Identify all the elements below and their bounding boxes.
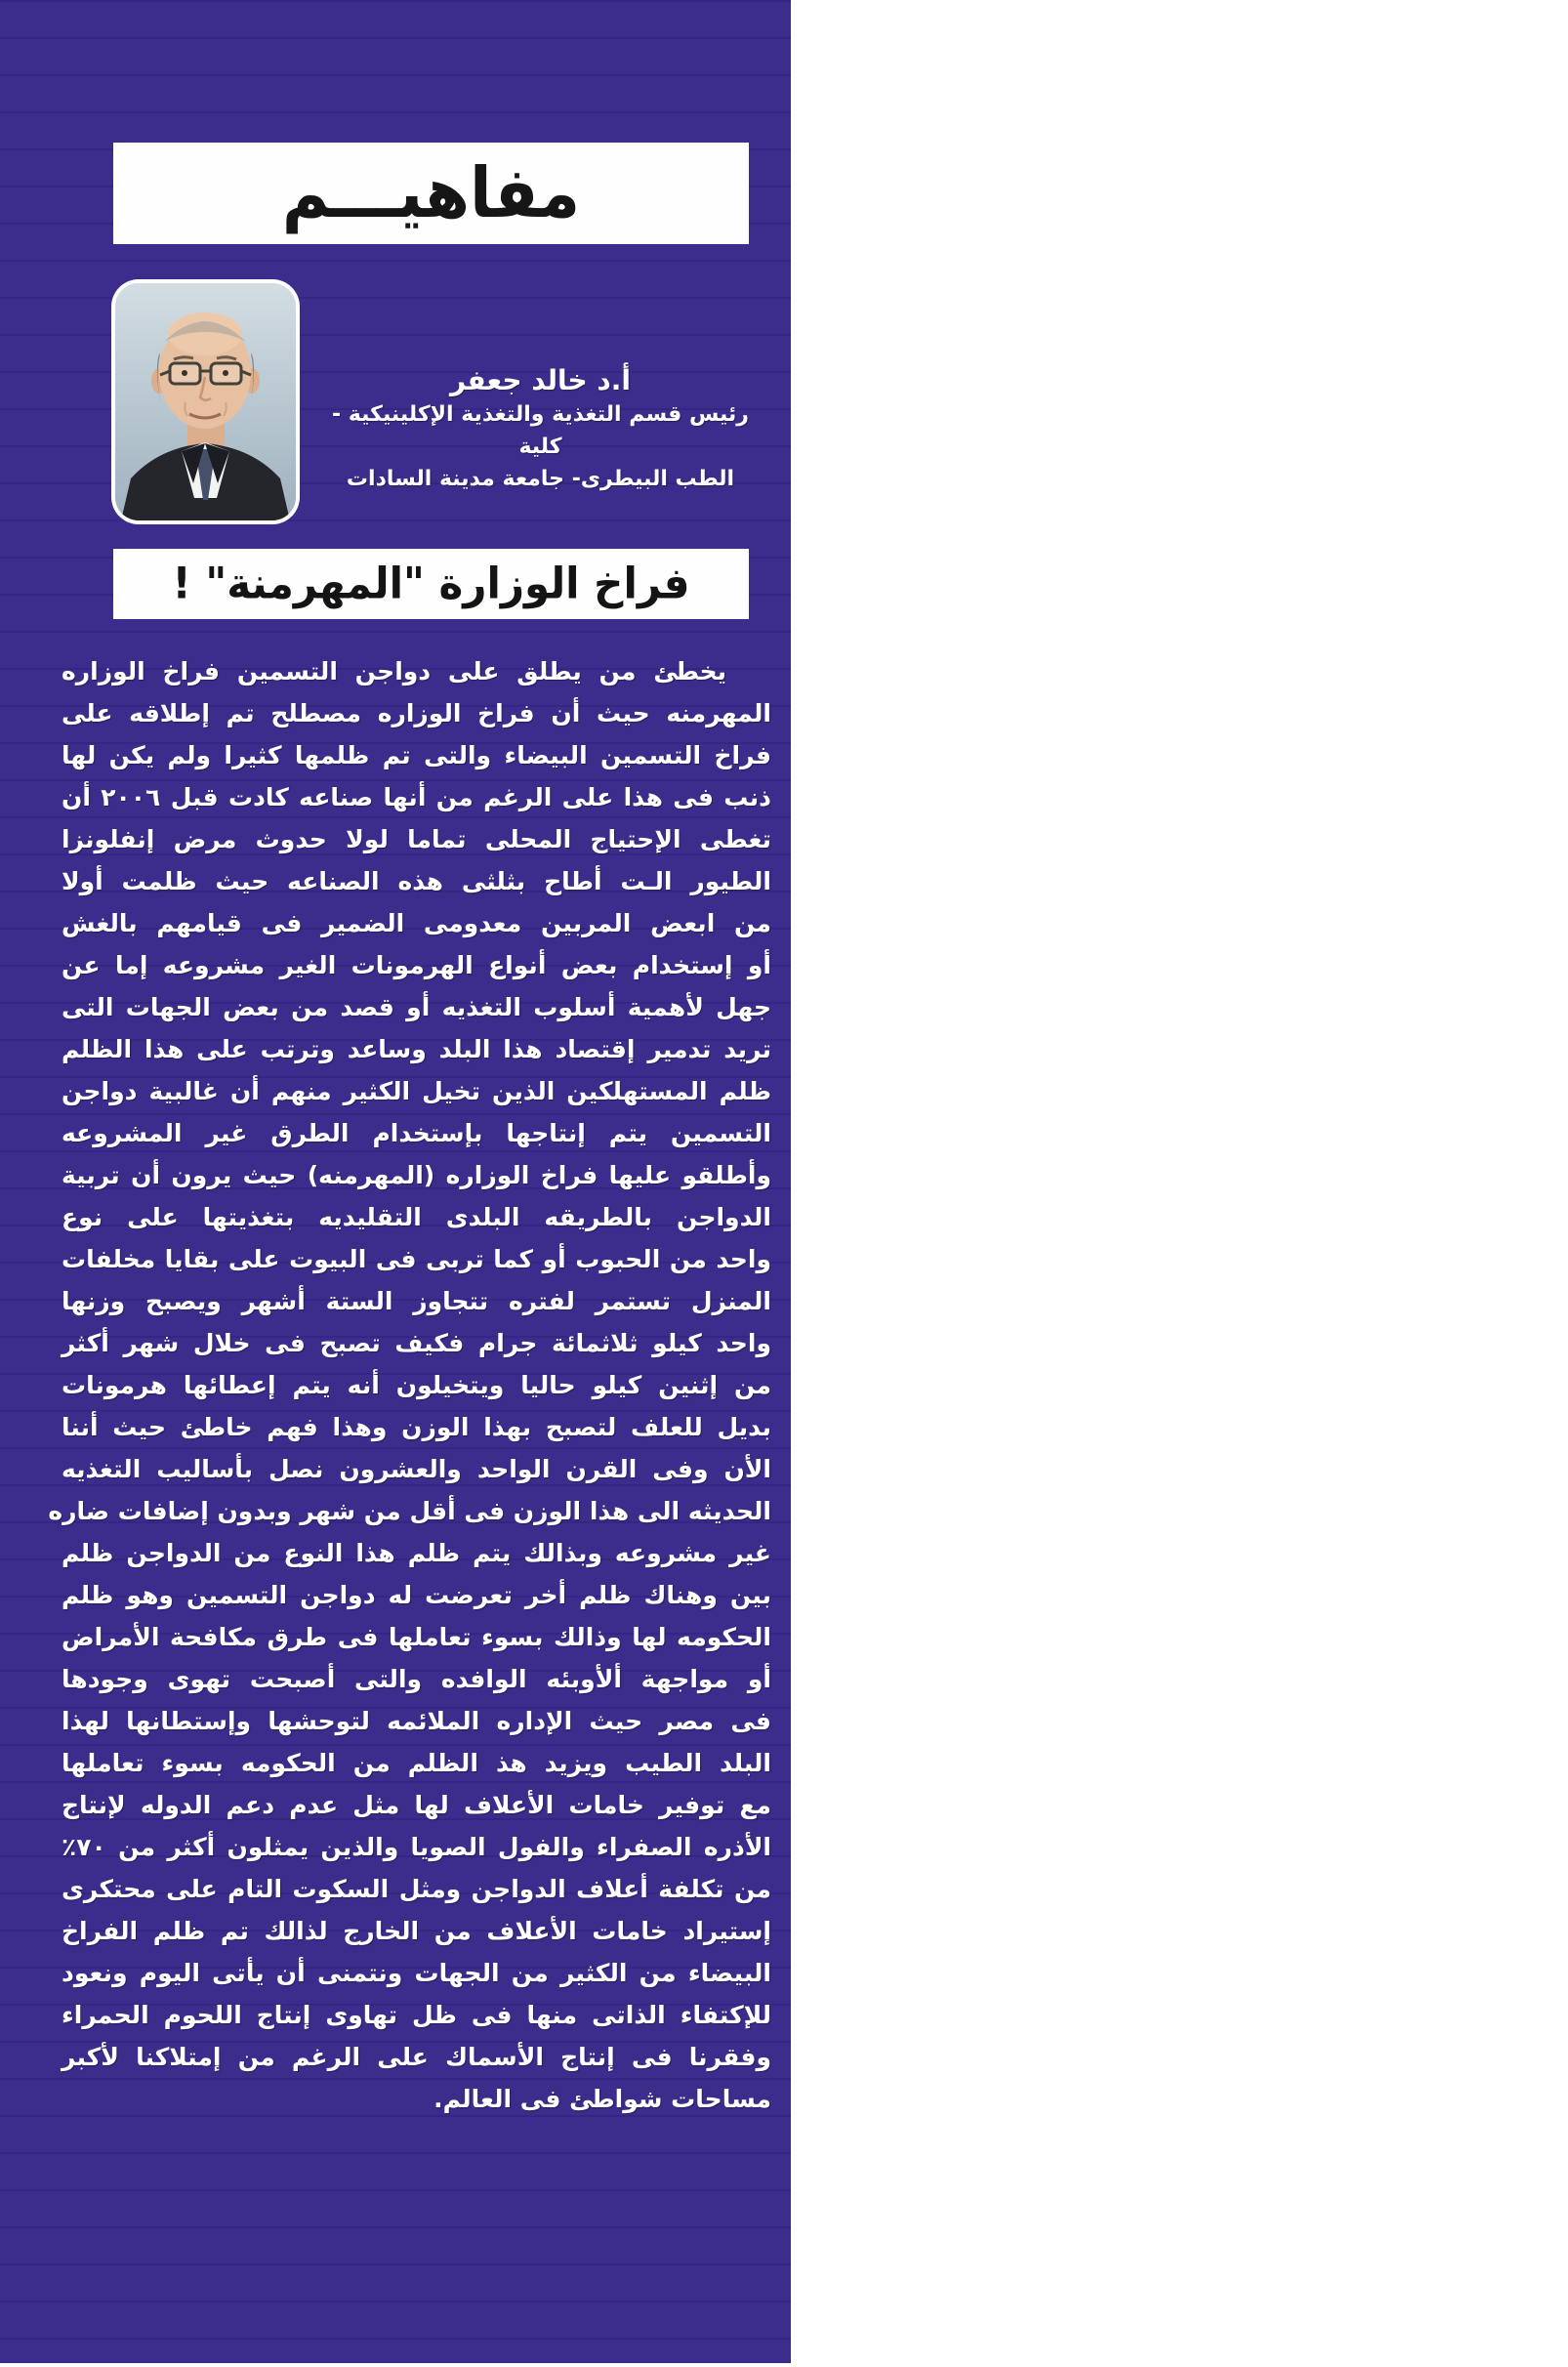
article-body (48, 650, 771, 2120)
author-affiliation-line2: الطب البيطرى- جامعة مدينة السادات (346, 467, 735, 491)
article-line: وفقرنا فى إنتاج الأسماك على الرغم من إمتلاكنا لأكبر (62, 2043, 771, 2071)
article-line: الأذره الصفراء والفول الصويا والذين يمثلون أكثر من ٧٠٪ (62, 1833, 771, 1861)
article-title-box (113, 549, 749, 619)
author-portrait-illustration (115, 283, 296, 520)
article-line: البلد الطيب ويزيد هذ الظلم من الحكومه بسوء تعاملها (62, 1749, 771, 1777)
masthead-title: مفاهيـــم (281, 151, 581, 234)
article-line: الطيور الـت أطاح بثلثى هذه الصناعه حيث ظلمت أولا (62, 867, 771, 895)
article-line: مساحات شواطئ فى العالم. (433, 2085, 771, 2113)
article-line: المهرمنه حيث أن فراخ الوزاره مصطلح تم إطلاقه على (62, 699, 771, 727)
article-line: تغطى الإحتياج المحلى تماما لولا حدوث مرض إنفلونزا (62, 825, 771, 853)
article-line: وأطلقو عليها فراخ الوزاره (المهرمنه) حيث يرون أن تربية (62, 1161, 771, 1189)
article-line: الدواجن بالطريقه البلدى التقليديه بتغذيتها على نوع (62, 1203, 771, 1231)
article-line: من إثنين كيلو حاليا ويتخيلون أنه يتم إعطائها هرمونات (62, 1371, 771, 1399)
article-line: أو إستخدام بعض أنواع الهرمونات الغير مشروعه إما عن (62, 951, 771, 979)
article-line: تريد تدمير إقتصاد هذا البلد وساعد وترتب على هذا الظلم (62, 1035, 771, 1063)
author-affiliation-line1: رئيس قسم التغذية والتغذية الإكلينيكية - كلية (332, 402, 749, 459)
masthead-box (113, 143, 749, 244)
article-line: ذنب فى هذا على الرغم من أنها صناعه كادت قبل ٢٠٠٦ أن (62, 783, 771, 811)
article-line: للإكتفاء الذاتى منها فى ظل تهاوى إنتاج اللحوم الحمراء (62, 2001, 771, 2029)
article-line: يخطئ من يطلق على دواجن التسمين فراخ الوزاره (62, 657, 726, 685)
article-line: فراخ التسمين البيضاء والتى تم ظلمها كثيرا ولم يكن لها (62, 741, 771, 769)
article-line: الحكومه لها وذالك بسوء تعاملها فى طرق مكافحة الأمراض (62, 1623, 771, 1651)
article-line: أو مواجهة ألأوبئه الوافده والتى أصبحت تهوى وجودها (62, 1665, 771, 1693)
article-line: إستيراد خامات الأعلاف من الخارج لذالك تم ظلم الفراخ (62, 1917, 771, 1945)
article-line: الحديثه الى هذا الوزن فى أقل من شهر وبدون إضافات ضاره (48, 1497, 771, 1525)
article-line: من تكلفة أعلاف الدواجن ومثل السكوت التام على محتكرى (62, 1875, 771, 1903)
author-photo (115, 283, 296, 520)
article-line: جهل لأهمية أسلوب التغذيه أو قصد من بعض الجهات التى (62, 993, 771, 1021)
article-line: مع توفير خامات الأعلاف لها مثل عدم دعم الدوله لإنتاج (62, 1791, 771, 1819)
article-line: بين وهناك ظلم أخر تعرضت له دواجن التسمين وهو ظلم (62, 1581, 771, 1609)
article-line: الأن وفى القرن الواحد والعشرون نصل بأساليب التغذيه (62, 1455, 771, 1483)
article-line: التسمين يتم إنتاجها بإستخدام الطرق غير المشروعه (62, 1119, 771, 1147)
article-line: البيضاء من الكثير من الجهات ونتمنى أن يأتى اليوم ونعود (62, 1959, 771, 1987)
author-block (309, 363, 771, 495)
article-line: واحد من الحبوب أو كما تربى فى البيوت على بقايا مخلفات (62, 1245, 771, 1273)
article-line: غير مشروعه وبذالك يتم ظلم هذا النوع من الدواجن ظلم (62, 1539, 771, 1567)
article-line: بديل للعلف لتصبح بهذا الوزن وهذا فهم خاطئ حيث أننا (62, 1413, 771, 1441)
article-line: ظلم المستهلكين الذين تخيل الكثير منهم أن غالبية دواجن (62, 1077, 771, 1105)
article-line: من ابعض المربين معدومى الضمير فى قيامهم بالغش (62, 909, 771, 937)
author-name: أ.د خالد جعفر (449, 364, 632, 396)
article-line: واحد كيلو ثلاثمائة جرام فكيف تصبح فى خلال شهر أكثر (62, 1329, 771, 1357)
article-line: فى مصر حيث الإداره الملائمه لتوحشها وإستطانها لهذا (62, 1707, 771, 1735)
article-title: فراخ الوزارة "المهرمنة" ! (172, 558, 690, 609)
article-line: المنزل تستمر لفتره تتجاوز الستة أشهر ويصبح وزنها (62, 1287, 771, 1315)
